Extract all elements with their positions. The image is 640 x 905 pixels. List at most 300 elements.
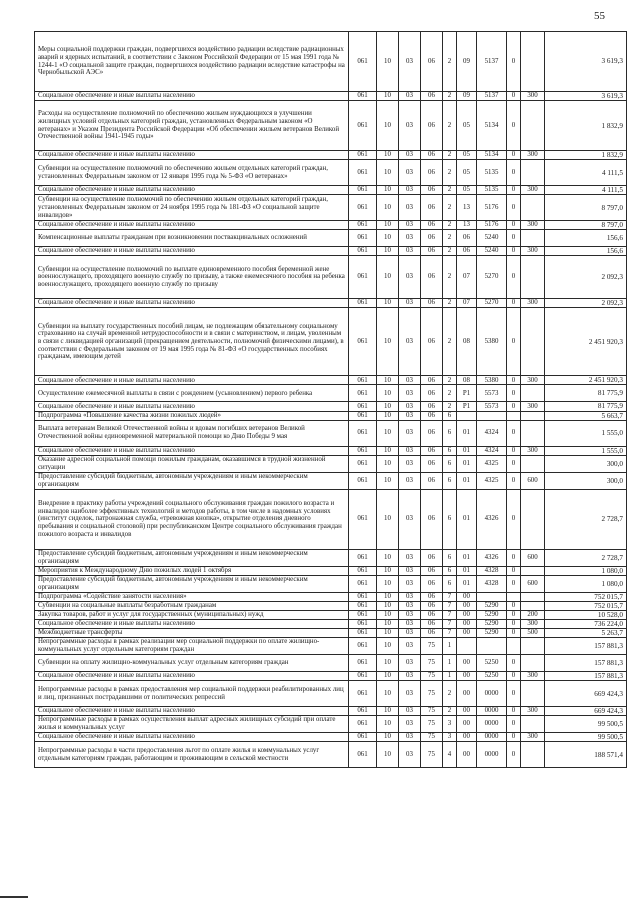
subprogram-code-cell: 7 (443, 592, 457, 601)
direction-code-cell: 5270 (477, 299, 507, 308)
table-row (35, 221, 627, 230)
activity-code-cell: 07 (457, 256, 477, 299)
expense-type-code-cell: 300 (521, 92, 545, 101)
section-code-cell: 10 (377, 151, 399, 160)
row-name-cell: Социальное обеспечение и иные выплаты населению (35, 376, 349, 385)
section-code-cell: 10 (377, 610, 399, 619)
subprogram-code-cell: 6 (443, 566, 457, 575)
direction-suffix-cell: 0 (507, 566, 521, 575)
table-row (35, 628, 627, 637)
ministry-code-cell: 061 (349, 549, 377, 566)
expense-type-code-cell (521, 716, 545, 733)
ministry-code-cell: 061 (349, 716, 377, 733)
section-code-cell: 10 (377, 308, 399, 376)
subprogram-code-cell: 2 (443, 160, 457, 186)
activity-code-cell: 01 (457, 455, 477, 472)
activity-code-cell: 01 (457, 472, 477, 489)
program-code-cell: 06 (421, 566, 443, 575)
section-code-cell: 10 (377, 256, 399, 299)
program-code-cell: 06 (421, 299, 443, 308)
subprogram-code-cell: 2 (443, 402, 457, 411)
ministry-code-cell: 061 (349, 299, 377, 308)
expense-type-code-cell (521, 411, 545, 420)
ministry-code-cell: 061 (349, 655, 377, 672)
section-code-cell: 10 (377, 101, 399, 151)
subsection-code-cell: 03 (399, 716, 421, 733)
row-name-cell: Субвенции на социальные выплаты безработным гражданам (35, 601, 349, 610)
program-code-cell: 06 (421, 385, 443, 402)
direction-code-cell: 5573 (477, 402, 507, 411)
subprogram-code-cell: 2 (443, 681, 457, 707)
amount-cell: 1 832,9 (545, 101, 627, 151)
section-code-cell: 10 (377, 592, 399, 601)
subsection-code-cell: 03 (399, 195, 421, 221)
ministry-code-cell: 061 (349, 575, 377, 592)
table-row (35, 655, 627, 672)
subsection-code-cell: 03 (399, 619, 421, 628)
section-code-cell: 10 (377, 716, 399, 733)
program-code-cell: 06 (421, 376, 443, 385)
direction-suffix-cell: 0 (507, 716, 521, 733)
section-code-cell: 10 (377, 455, 399, 472)
amount-cell: 81 775,9 (545, 385, 627, 402)
row-name-cell: Социальное обеспечение и иные выплаты населению (35, 247, 349, 256)
row-name-cell: Подпрограмма «Повышение качества жизни пожилых людей» (35, 411, 349, 420)
direction-code-cell: 4326 (477, 549, 507, 566)
activity-code-cell: 00 (457, 707, 477, 716)
section-code-cell: 10 (377, 655, 399, 672)
subprogram-code-cell: 1 (443, 672, 457, 681)
subprogram-code-cell: 6 (443, 489, 457, 549)
subsection-code-cell: 03 (399, 549, 421, 566)
activity-code-cell: 01 (457, 446, 477, 455)
subprogram-code-cell: 2 (443, 195, 457, 221)
table-row (35, 601, 627, 610)
direction-code-cell: 0000 (477, 707, 507, 716)
direction-suffix-cell: 0 (507, 247, 521, 256)
subprogram-code-cell: 2 (443, 256, 457, 299)
amount-cell: 1 080,0 (545, 575, 627, 592)
amount-cell: 188 571,4 (545, 742, 627, 768)
row-name-cell: Оказание адресной социальной помощи пожилым гражданам, оказавшимся в трудной жизненной ситуации (35, 455, 349, 472)
subsection-code-cell: 03 (399, 489, 421, 549)
subsection-code-cell: 03 (399, 638, 421, 655)
ministry-code-cell: 061 (349, 411, 377, 420)
activity-code-cell: 09 (457, 92, 477, 101)
activity-code-cell: 09 (457, 32, 477, 92)
ministry-code-cell: 061 (349, 247, 377, 256)
amount-cell: 2 092,3 (545, 256, 627, 299)
amount-cell: 3 619,3 (545, 32, 627, 92)
direction-code-cell (477, 411, 507, 420)
expense-type-code-cell: 500 (521, 628, 545, 637)
program-code-cell: 75 (421, 716, 443, 733)
table-row (35, 610, 627, 619)
expense-type-code-cell: 300 (521, 619, 545, 628)
subprogram-code-cell: 2 (443, 707, 457, 716)
section-code-cell: 10 (377, 230, 399, 247)
amount-cell: 81 775,9 (545, 402, 627, 411)
subsection-code-cell: 03 (399, 681, 421, 707)
expense-type-code-cell (521, 32, 545, 92)
subsection-code-cell: 03 (399, 230, 421, 247)
subprogram-code-cell: 2 (443, 101, 457, 151)
ministry-code-cell: 061 (349, 32, 377, 92)
subprogram-code-cell: 6 (443, 575, 457, 592)
subsection-code-cell: 03 (399, 420, 421, 446)
subprogram-code-cell: 2 (443, 308, 457, 376)
expense-type-code-cell: 300 (521, 186, 545, 195)
program-code-cell: 75 (421, 655, 443, 672)
amount-cell: 1 832,9 (545, 151, 627, 160)
direction-suffix-cell: 0 (507, 455, 521, 472)
expense-type-code-cell: 300 (521, 151, 545, 160)
activity-code-cell: 05 (457, 151, 477, 160)
row-name-cell: Предоставление субсидий бюджетным, автономным учреждениям и иным некоммерческим организациям (35, 472, 349, 489)
row-name-cell: Социальное обеспечение и иные выплаты населению (35, 733, 349, 742)
row-name-cell: Выплата ветеранам Великой Отечественной войны и вдовам погибших ветеранов Великой Отечественной войны единовременной материальной помощи ко Дню Победы 9 мая (35, 420, 349, 446)
subsection-code-cell: 03 (399, 628, 421, 637)
section-code-cell: 10 (377, 411, 399, 420)
expense-type-code-cell: 300 (521, 247, 545, 256)
program-code-cell: 06 (421, 472, 443, 489)
program-code-cell: 06 (421, 101, 443, 151)
program-code-cell: 06 (421, 247, 443, 256)
ministry-code-cell: 061 (349, 151, 377, 160)
row-name-cell: Субвенции на оплату жилищно-коммунальных услуг отдельным категориям граждан (35, 655, 349, 672)
subprogram-code-cell: 6 (443, 455, 457, 472)
table-row (35, 195, 627, 221)
section-code-cell: 10 (377, 195, 399, 221)
subsection-code-cell: 03 (399, 385, 421, 402)
ministry-code-cell: 061 (349, 733, 377, 742)
row-name-cell: Компенсационные выплаты гражданам при возникновении поствакцинальных осложнений (35, 230, 349, 247)
ministry-code-cell: 061 (349, 472, 377, 489)
program-code-cell: 06 (421, 221, 443, 230)
direction-code-cell: 5240 (477, 247, 507, 256)
activity-code-cell: 00 (457, 610, 477, 619)
direction-suffix-cell: 0 (507, 628, 521, 637)
table-row (35, 299, 627, 308)
expense-type-code-cell (521, 420, 545, 446)
direction-suffix-cell: 0 (507, 707, 521, 716)
direction-suffix-cell: 0 (507, 92, 521, 101)
subsection-code-cell: 03 (399, 160, 421, 186)
section-code-cell: 10 (377, 472, 399, 489)
program-code-cell: 06 (421, 160, 443, 186)
subprogram-code-cell: 7 (443, 628, 457, 637)
amount-cell: 4 111,5 (545, 186, 627, 195)
amount-cell: 157 881,3 (545, 655, 627, 672)
section-code-cell: 10 (377, 742, 399, 768)
activity-code-cell: 01 (457, 489, 477, 549)
section-code-cell: 10 (377, 601, 399, 610)
amount-cell: 736 224,0 (545, 619, 627, 628)
subprogram-code-cell: 6 (443, 411, 457, 420)
activity-code-cell: 00 (457, 681, 477, 707)
activity-code-cell: 00 (457, 655, 477, 672)
direction-code-cell: 5137 (477, 92, 507, 101)
program-code-cell: 75 (421, 672, 443, 681)
direction-suffix-cell: 0 (507, 489, 521, 549)
ministry-code-cell: 061 (349, 610, 377, 619)
expense-type-code-cell (521, 742, 545, 768)
direction-suffix-cell (507, 411, 521, 420)
program-code-cell: 06 (421, 619, 443, 628)
activity-code-cell: P1 (457, 402, 477, 411)
direction-suffix-cell: 0 (507, 299, 521, 308)
subprogram-code-cell: 7 (443, 610, 457, 619)
table-row (35, 489, 627, 549)
table-row (35, 92, 627, 101)
program-code-cell: 75 (421, 742, 443, 768)
expense-type-code-cell (521, 160, 545, 186)
table-row (35, 549, 627, 566)
direction-code-cell: 5135 (477, 186, 507, 195)
amount-cell: 5 663,7 (545, 411, 627, 420)
table-row (35, 247, 627, 256)
amount-cell: 669 424,3 (545, 707, 627, 716)
table-row (35, 308, 627, 376)
direction-code-cell: 5270 (477, 256, 507, 299)
row-name-cell: Социальное обеспечение и иные выплаты населению (35, 92, 349, 101)
program-code-cell: 75 (421, 733, 443, 742)
program-code-cell: 06 (421, 601, 443, 610)
activity-code-cell: 01 (457, 420, 477, 446)
activity-code-cell: 00 (457, 742, 477, 768)
amount-cell: 99 500,5 (545, 733, 627, 742)
direction-code-cell: 5137 (477, 32, 507, 92)
footer-rule (0, 896, 28, 898)
ministry-code-cell: 061 (349, 186, 377, 195)
section-code-cell: 10 (377, 299, 399, 308)
table-row (35, 707, 627, 716)
program-code-cell: 06 (421, 308, 443, 376)
expense-type-code-cell: 600 (521, 549, 545, 566)
section-code-cell: 10 (377, 638, 399, 655)
direction-suffix-cell: 0 (507, 385, 521, 402)
row-name-cell: Социальное обеспечение и иные выплаты населению (35, 221, 349, 230)
row-name-cell: Внедрение в практику работы учреждений социального обслуживания граждан пожилого возраста и инвалидов наиболее эффективных технологий и методов работы, в том числе в надомных условиях (институт сиделок, патронажная служба, «тревожная кнопка», открытие отделения дневного пребывания и социальной столовой) при республиканском Центре социального обслуживания граждан пожилого возраста и инвалидов (35, 489, 349, 549)
section-code-cell: 10 (377, 385, 399, 402)
subprogram-code-cell: 3 (443, 716, 457, 733)
ministry-code-cell: 061 (349, 420, 377, 446)
table-row (35, 733, 627, 742)
subsection-code-cell: 03 (399, 472, 421, 489)
amount-cell: 8 797,0 (545, 221, 627, 230)
ministry-code-cell: 061 (349, 455, 377, 472)
section-code-cell: 10 (377, 575, 399, 592)
table-row (35, 385, 627, 402)
direction-suffix-cell: 0 (507, 420, 521, 446)
subsection-code-cell: 03 (399, 411, 421, 420)
row-name-cell: Непрограммные расходы в части предоставления льгот по оплате жилья и коммунальных услуг отдельным категориям граждан, работающим и проживающим в сельской местности (35, 742, 349, 768)
ministry-code-cell: 061 (349, 402, 377, 411)
activity-code-cell: 00 (457, 733, 477, 742)
table-row (35, 472, 627, 489)
direction-code-cell: 5290 (477, 610, 507, 619)
program-code-cell: 75 (421, 681, 443, 707)
row-name-cell: Расходы на осуществление полномочий по обеспечению жильем нуждающихся в улучшении жилищных условий отдельных категорий граждан, установленных Федеральным законом «О ветеранах» и Указом Президента Российской Федерации «Об обеспечении жильем ветеранов Великой Отечественной войны 1941-1945 годы» (35, 101, 349, 151)
subprogram-code-cell: 2 (443, 230, 457, 247)
expense-type-code-cell: 300 (521, 733, 545, 742)
program-code-cell: 06 (421, 592, 443, 601)
subsection-code-cell: 03 (399, 601, 421, 610)
expense-type-code-cell: 300 (521, 299, 545, 308)
program-code-cell: 06 (421, 628, 443, 637)
section-code-cell: 10 (377, 420, 399, 446)
direction-suffix-cell: 0 (507, 549, 521, 566)
row-name-cell: Меры социальной поддержки граждан, подвергшихся воздействию радиации вследствие радиационных аварий и ядерных испытаний, в соответствии с Законом Российской Федерации от 15 мая 1991 года № 1244-1 «О социальной защите граждан, подвергшихся воздействию радиации вследствие катастрофы на Чернобыльской АЭС» (35, 32, 349, 92)
direction-code-cell: 0000 (477, 681, 507, 707)
activity-code-cell: 01 (457, 575, 477, 592)
table-row (35, 402, 627, 411)
direction-code-cell: 5573 (477, 385, 507, 402)
row-name-cell: Непрограммные расходы в рамках реализации мер социальной поддержки по оплате жилищно-коммунальных услуг отдельным категориям граждан (35, 638, 349, 655)
section-code-cell: 10 (377, 619, 399, 628)
expense-type-code-cell (521, 455, 545, 472)
ministry-code-cell: 061 (349, 385, 377, 402)
subprogram-code-cell: 1 (443, 638, 457, 655)
direction-suffix-cell: 0 (507, 619, 521, 628)
amount-cell: 5 263,7 (545, 628, 627, 637)
section-code-cell: 10 (377, 402, 399, 411)
direction-code-cell: 0000 (477, 716, 507, 733)
row-name-cell: Субвенции на осуществление полномочий по обеспечению жильем отдельных категорий граждан, установленных Федеральным законом от 24 ноября 1995 года № 181-ФЗ «О социальной защите инвалидов» (35, 195, 349, 221)
subsection-code-cell: 03 (399, 186, 421, 195)
direction-suffix-cell: 0 (507, 681, 521, 707)
ministry-code-cell: 061 (349, 101, 377, 151)
expense-type-code-cell: 300 (521, 376, 545, 385)
direction-code-cell: 5290 (477, 628, 507, 637)
subprogram-code-cell: 1 (443, 655, 457, 672)
table-row (35, 716, 627, 733)
subsection-code-cell: 03 (399, 101, 421, 151)
direction-code-cell: 5290 (477, 601, 507, 610)
subsection-code-cell: 03 (399, 566, 421, 575)
amount-cell: 752 015,7 (545, 592, 627, 601)
expense-type-code-cell (521, 489, 545, 549)
expense-type-code-cell (521, 101, 545, 151)
direction-suffix-cell: 0 (507, 186, 521, 195)
subsection-code-cell: 03 (399, 655, 421, 672)
activity-code-cell: 13 (457, 195, 477, 221)
subprogram-code-cell: 3 (443, 733, 457, 742)
row-name-cell: Субвенции на осуществление полномочий по обеспечению жильем отдельных категорий граждан, установленных Федеральным законом от 12 января 1995 года № 5-ФЗ «О ветеранах» (35, 160, 349, 186)
direction-suffix-cell: 0 (507, 733, 521, 742)
direction-code-cell: 4328 (477, 575, 507, 592)
direction-code-cell: 5250 (477, 672, 507, 681)
direction-suffix-cell (507, 638, 521, 655)
subsection-code-cell: 03 (399, 247, 421, 256)
direction-suffix-cell: 0 (507, 376, 521, 385)
row-name-cell: Предоставление субсидий бюджетным, автономным учреждениям и иным некоммерческим организациям (35, 575, 349, 592)
direction-code-cell: 4326 (477, 489, 507, 549)
section-code-cell: 10 (377, 92, 399, 101)
subsection-code-cell: 03 (399, 672, 421, 681)
direction-suffix-cell: 0 (507, 601, 521, 610)
activity-code-cell: 00 (457, 716, 477, 733)
row-name-cell: Социальное обеспечение и иные выплаты населению (35, 672, 349, 681)
subsection-code-cell: 03 (399, 707, 421, 716)
activity-code-cell: 01 (457, 566, 477, 575)
subsection-code-cell: 03 (399, 92, 421, 101)
expense-type-code-cell: 300 (521, 672, 545, 681)
table-row (35, 420, 627, 446)
subprogram-code-cell: 2 (443, 247, 457, 256)
row-name-cell: Социальное обеспечение и иные выплаты населению (35, 186, 349, 195)
subsection-code-cell: 03 (399, 592, 421, 601)
table-row (35, 411, 627, 420)
direction-code-cell: 5250 (477, 655, 507, 672)
subprogram-code-cell: 6 (443, 549, 457, 566)
expense-type-code-cell (521, 230, 545, 247)
program-code-cell: 06 (421, 575, 443, 592)
program-code-cell: 06 (421, 151, 443, 160)
activity-code-cell (457, 411, 477, 420)
direction-code-cell: 4328 (477, 566, 507, 575)
direction-suffix-cell: 0 (507, 575, 521, 592)
subsection-code-cell: 03 (399, 308, 421, 376)
table-row (35, 446, 627, 455)
direction-code-cell: 5176 (477, 221, 507, 230)
subprogram-code-cell: 6 (443, 446, 457, 455)
direction-suffix-cell: 0 (507, 308, 521, 376)
subprogram-code-cell: 7 (443, 619, 457, 628)
direction-suffix-cell: 0 (507, 655, 521, 672)
program-code-cell: 06 (421, 420, 443, 446)
expense-type-code-cell (521, 681, 545, 707)
subprogram-code-cell: 2 (443, 376, 457, 385)
program-code-cell: 06 (421, 446, 443, 455)
table-row (35, 742, 627, 768)
ministry-code-cell: 061 (349, 638, 377, 655)
direction-code-cell: 4325 (477, 455, 507, 472)
amount-cell: 2 451 920,3 (545, 376, 627, 385)
activity-code-cell: 08 (457, 376, 477, 385)
amount-cell: 300,0 (545, 455, 627, 472)
activity-code-cell: 06 (457, 247, 477, 256)
direction-code-cell: 5380 (477, 308, 507, 376)
program-code-cell: 06 (421, 32, 443, 92)
direction-suffix-cell: 0 (507, 610, 521, 619)
subsection-code-cell: 03 (399, 575, 421, 592)
row-name-cell: Закупка товаров, работ и услуг для государственных (муниципальных) нужд (35, 610, 349, 619)
table-row (35, 32, 627, 92)
section-code-cell: 10 (377, 549, 399, 566)
ministry-code-cell: 061 (349, 446, 377, 455)
subsection-code-cell: 03 (399, 455, 421, 472)
program-code-cell: 06 (421, 411, 443, 420)
amount-cell: 300,0 (545, 472, 627, 489)
table-row (35, 376, 627, 385)
expense-type-code-cell: 300 (521, 707, 545, 716)
program-code-cell: 06 (421, 256, 443, 299)
expense-type-code-cell: 600 (521, 575, 545, 592)
direction-suffix-cell: 0 (507, 472, 521, 489)
subprogram-code-cell: 2 (443, 299, 457, 308)
activity-code-cell: 08 (457, 308, 477, 376)
ministry-code-cell: 061 (349, 256, 377, 299)
table-row (35, 160, 627, 186)
amount-cell: 1 080,0 (545, 566, 627, 575)
expense-type-code-cell: 300 (521, 402, 545, 411)
direction-code-cell (477, 638, 507, 655)
row-name-cell: Осуществление ежемесячной выплаты в связи с рождением (усыновлением) первого ребенка (35, 385, 349, 402)
page-number: 55 (594, 10, 605, 22)
table-row (35, 638, 627, 655)
direction-code-cell: 5134 (477, 151, 507, 160)
